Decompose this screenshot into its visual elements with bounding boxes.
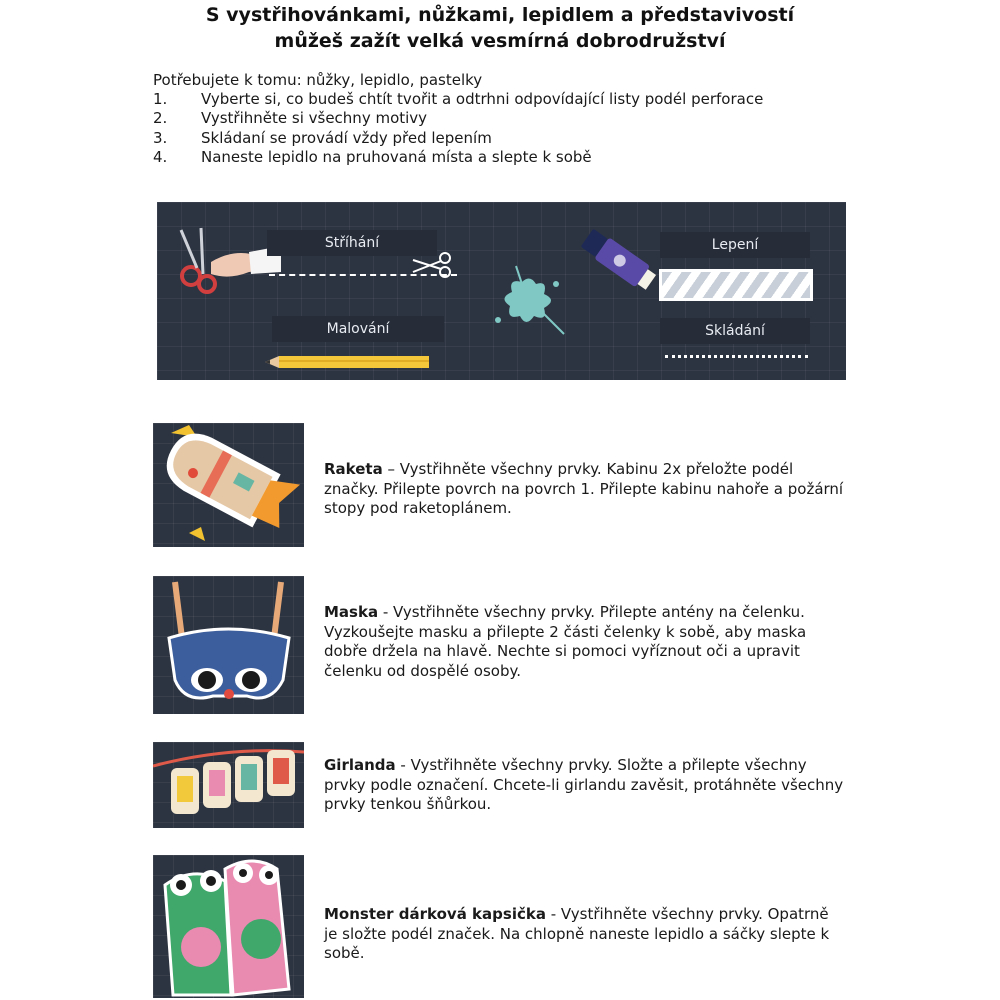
step-text: Skládaní se provádí vždy před lepením (201, 128, 492, 147)
step-item (153, 148, 763, 167)
step-text: Vystřihněte si všechny motivy (201, 109, 428, 128)
step-number: 2. (153, 109, 168, 128)
title-line-2: můžeš zažít velká vesmírná dobrodružství (274, 30, 726, 52)
legend-label-gluing: Lepení (660, 232, 810, 258)
garland-image (153, 742, 304, 828)
glue-stripe-area (659, 269, 813, 301)
mask-image (153, 576, 304, 714)
legend-banner (157, 202, 846, 380)
rocket-image (153, 423, 304, 547)
page-title (0, 2, 1000, 54)
item-text: Vystřihněte všechny prvky. Opatrně je složte podél značek. Na chlopně naneste lepidlo a sáčky slepte k sobě. (324, 905, 830, 962)
item-separator: - (378, 603, 394, 621)
paint-splash-icon (482, 262, 572, 342)
small-scissors-icon (409, 250, 455, 280)
step-number: 1. (153, 90, 168, 108)
garland-description (324, 756, 844, 815)
step-number: 4. (153, 147, 168, 166)
title-line-1: S vystřihovánkami, nůžkami, lepidlem a představivostí (205, 4, 795, 26)
rocket-description (324, 460, 844, 519)
item-separator: – (382, 460, 400, 478)
item-name: Monster dárková kapsička (324, 905, 546, 923)
step-number: 3. (153, 128, 168, 147)
item-name: Maska (324, 603, 379, 621)
pencil-icon (265, 354, 435, 370)
monster-pouch-image (153, 855, 304, 998)
steps-list (153, 90, 763, 167)
requirements-text: Potřebujete k tomu: nůžky, lepidlo, pastelky (153, 71, 483, 89)
step-text: Naneste lepidlo na pruhovaná místa a slepte k sobě (201, 147, 592, 166)
legend-label-folding: Skládání (660, 318, 810, 344)
mask-description (324, 603, 844, 681)
item-separator: - (395, 756, 411, 774)
item-text: Vystřihněte všechny prvky. Přilepte antény na čelenku. Vyzkoušejte masku a přilepte 2 části čelenky k sobě, aby maska dobře držela na hlavě. Nechte si pomoci vyříznout oči a upravit čelenku od dospělé osoby. (324, 603, 807, 680)
step-item (153, 90, 763, 109)
legend-label-cutting: Stříhání (267, 230, 437, 256)
scissors-icon (171, 224, 281, 294)
item-name: Raketa (324, 460, 383, 478)
legend-label-painting: Malování (272, 316, 444, 342)
step-item (153, 109, 763, 128)
item-text: Vystřihněte všechny prvky. Složte a přilepte všechny prvky podle označení. Chcete-li girlandu zavěsit, protáhněte všechny prvky tenkou šňůrkou. (324, 756, 844, 813)
glue-stick-icon (575, 222, 665, 302)
item-text: Vystřihněte všechny prvky. Kabinu 2x přeložte podél značky. Přilepte povrch na povrch 1. Přilepte kabinu nahoře a požární stopy pod raketoplánem. (324, 460, 844, 517)
item-separator: - (545, 905, 561, 923)
step-item (153, 129, 763, 148)
item-name: Girlanda (324, 756, 396, 774)
monster-pouch-description (324, 905, 844, 964)
step-text: Vyberte si, co budeš chtít tvořit a odtrhni odpovídající listy podél perforace (201, 90, 764, 108)
fold-line (665, 355, 808, 358)
